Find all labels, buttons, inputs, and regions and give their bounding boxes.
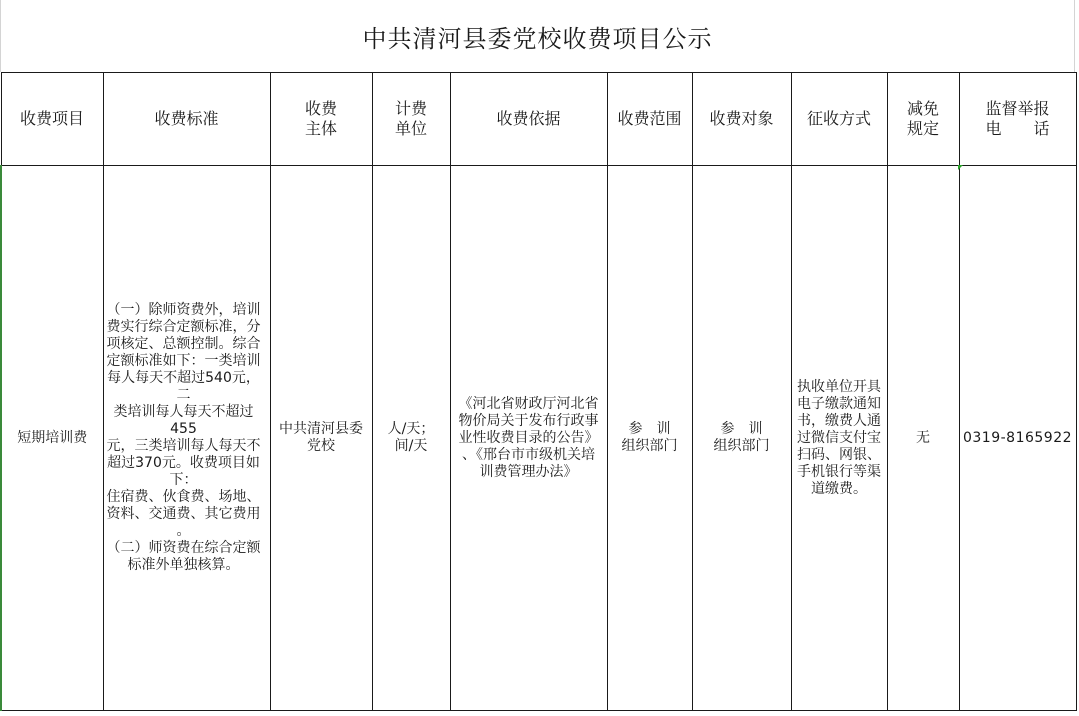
header-unit: 计费 单位 — [372, 73, 450, 166]
cell-scope: 参 训 组织部门 — [607, 166, 692, 711]
cell-unit: 人/天； 间/天 — [372, 166, 450, 711]
header-phone: 监督举报 电 话 — [959, 73, 1076, 166]
header-subject: 收费 主体 — [270, 73, 372, 166]
table-row — [1, 166, 1076, 711]
cell-item: 短期培训费 — [1, 166, 103, 711]
cell-method: 执收单位开具 电子缴款通知 书，缴费人通 过微信支付宝 扫码、网银、 手机银行等渠 道缴费。 — [791, 166, 887, 711]
cell-target: 参 训 组织部门 — [692, 166, 791, 711]
cell-standard: （一）除师资费外，培训 费实行综合定额标准，分 项核定、总额控制。综合 定额标准如下：一类培训 每人每天不超过540元，二 类培训每人每天不超过455 元，三类培训每人每天不 超过370元。收费项目如 下： 住宿费、伙食费、场地、 资料、交通费、其它费用 。 （二）师资费在综合定额 标准外单独核算。 — [103, 166, 270, 711]
cell-phone: 0319-8165922 — [959, 166, 1076, 711]
page-title: 中共清河县委党校收费项目公示 — [0, 0, 1075, 72]
fee-table — [0, 72, 1077, 711]
header-reduction: 减免 规定 — [887, 73, 959, 166]
header-scope: 收费范围 — [607, 73, 692, 166]
cell-reduction: 无 — [887, 166, 959, 711]
cell-comment-indicator-icon — [958, 165, 963, 170]
header-basis: 收费依据 — [450, 73, 607, 166]
cell-subject: 中共清河县委 党校 — [270, 166, 372, 711]
header-standard: 收费标准 — [103, 73, 270, 166]
header-method: 征收方式 — [791, 73, 887, 166]
header-item: 收费项目 — [1, 73, 103, 166]
header-row — [1, 73, 1076, 166]
cell-basis: 《河北省财政厅河北省 物价局关于发布行政事 业性收费目录的公告》 、《邢台市市级机关培 训费管理办法》 — [450, 166, 607, 711]
header-target: 收费对象 — [692, 73, 791, 166]
